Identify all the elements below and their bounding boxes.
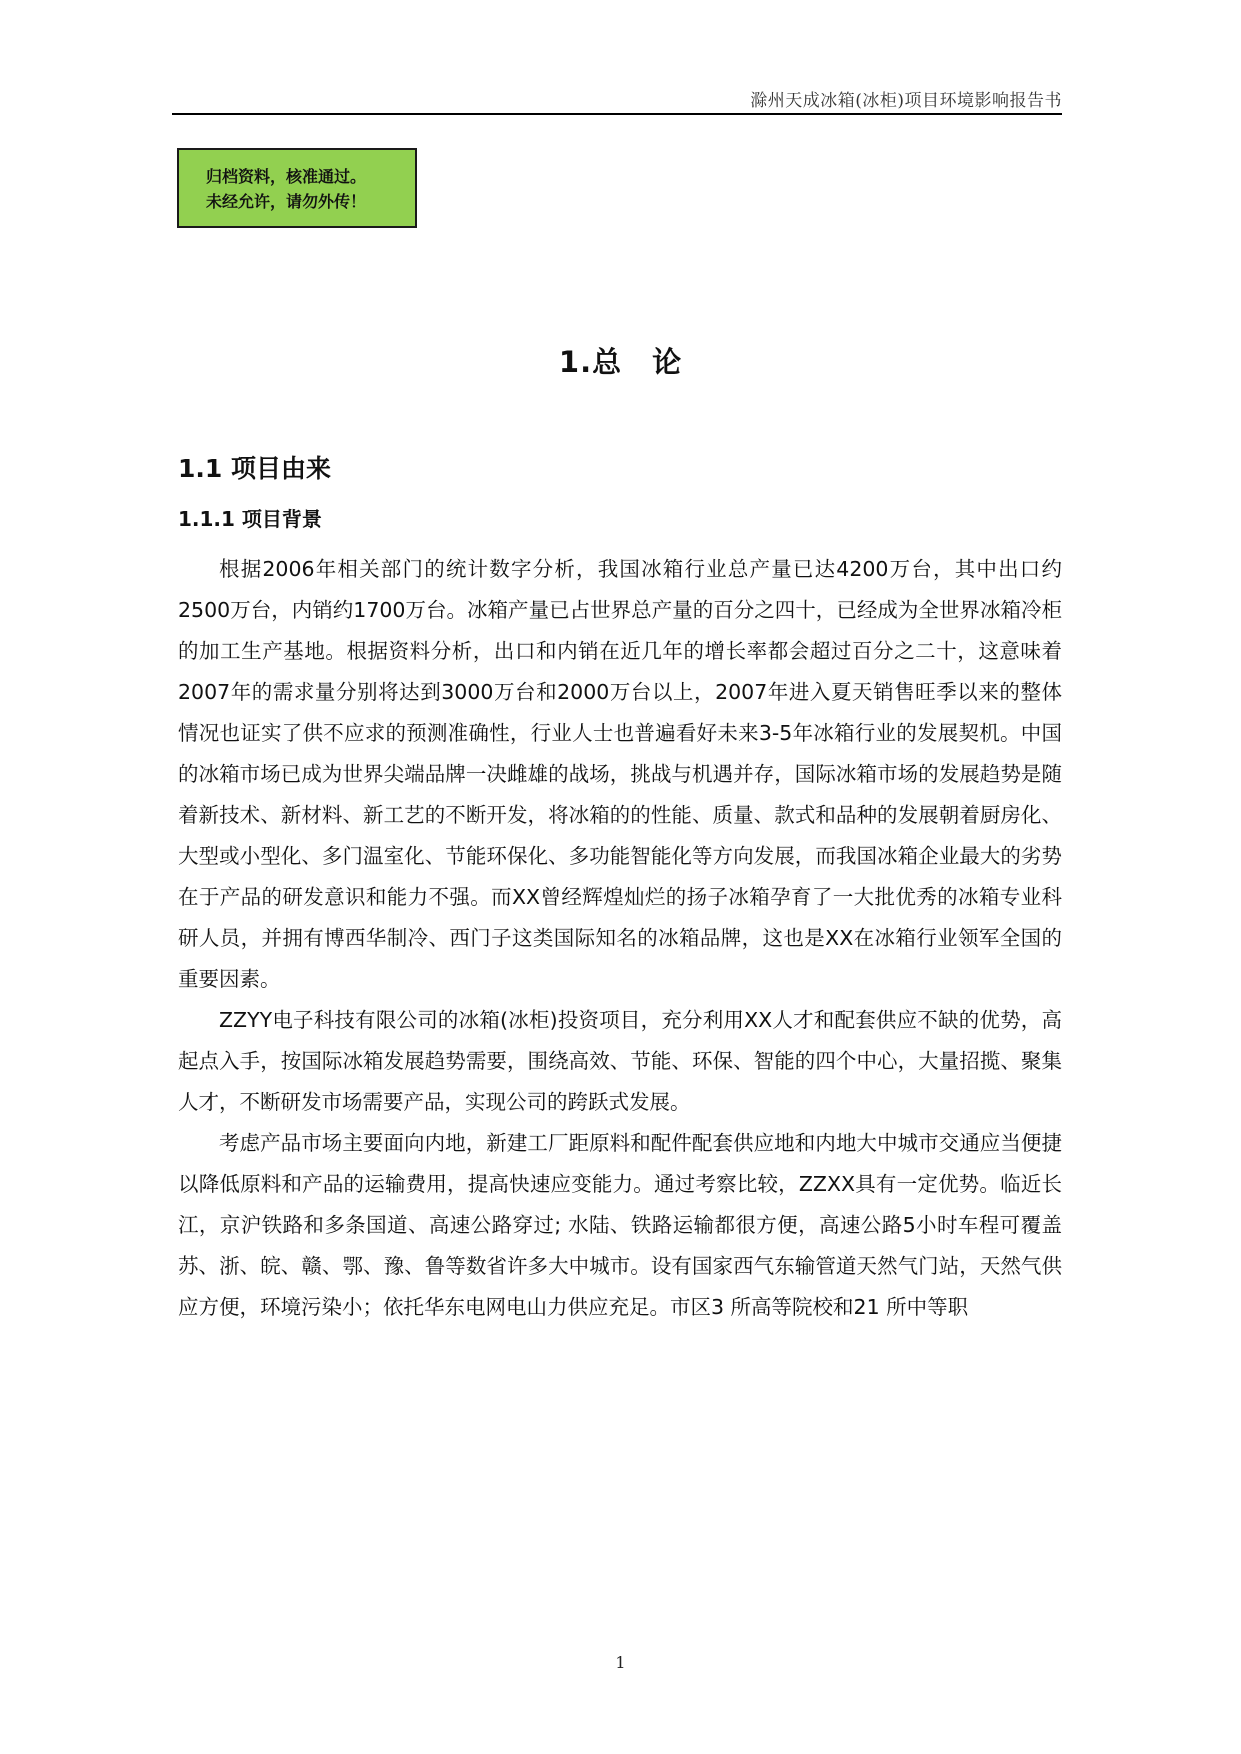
paragraph: 根据2006年相关部门的统计数字分析，我国冰箱行业总产量已达4200万台，其中出口约2500万台，内销约1700万台。冰箱产量已占世界总产量的百分之四十，已经成为全世界冰箱冷柜的加工生产基地。根据资料分析，出口和内销在近几年的增长率都会超过百分之二十，这意味着2007年的需求量分别将达到3000万台和2000万台以上，2007年进入夏天销售旺季以来的整体情况也证实了供不应求的预测准确性，行业人士也普遍看好未来3-5年冰箱行业的发展契机。中国的冰箱市场已成为世界尖端品牌一决雌雄的战场，挑战与机遇并存，国际冰箱市场的发展趋势是随着新技术、新材料、新工艺的不断开发，将冰箱的的性能、质量、款式和品种的发展朝着厨房化、大型或小型化、多门温室化、节能环保化、多功能智能化等方向发展，而我国冰箱企业最大的劣势在于产品的研发意识和能力不强。而XX曾经辉煌灿烂的扬子冰箱孕育了一大批优秀的冰箱专业科研人员，并拥有博西华制冷、西门子这类国际知名的冰箱品牌，这也是XX在冰箱行业领军全国的重要因素。 — [178, 557, 1062, 991]
page-number: 1 — [615, 1653, 626, 1672]
paragraph: ZZYY电子科技有限公司的冰箱(冰柜)投资项目，充分利用XX人才和配套供应不缺的优势，高起点入手，按国际冰箱发展趋势需要，围绕高效、节能、环保、智能的四个中心，大量招揽、聚集人才，不断研发市场需要产品，实现公司的跨跃式发展。 — [178, 1008, 1062, 1114]
stamp-line-2: 未经允许，请勿外传！ — [206, 192, 367, 211]
body-text — [178, 549, 1062, 1328]
chapter-title: 1.总 论 — [558, 345, 683, 379]
header-divider — [172, 113, 1062, 115]
section-heading: 1.1 项目由来 — [178, 454, 331, 483]
subsection-heading: 1.1.1 项目背景 — [178, 507, 322, 531]
paragraph: 考虑产品市场主要面向内地，新建工厂距原料和配件配套供应地和内地大中城市交通应当便捷以降低原料和产品的运输费用，提高快速应变能力。通过考察比较，ZZXX具有一定优势。临近长江，京沪铁路和多条国道、高速公路穿过; 水陆、铁路运输都很方便，高速公路5小时车程可覆盖苏、浙、皖、赣、鄂、豫、鲁等数省许多大中城市。设有国家西气东输管道天然气门站，天然气供应方便，环境污染小；依托华东电网电山力供应充足。市区3 所高等院校和21 所中等职 — [178, 1131, 1062, 1319]
stamp-line-1: 归档资料，核准通过。 — [206, 167, 367, 186]
running-header: 滁州天成冰箱(冰柜)项目环境影响报告书 — [750, 91, 1062, 111]
archive-stamp — [177, 148, 417, 228]
